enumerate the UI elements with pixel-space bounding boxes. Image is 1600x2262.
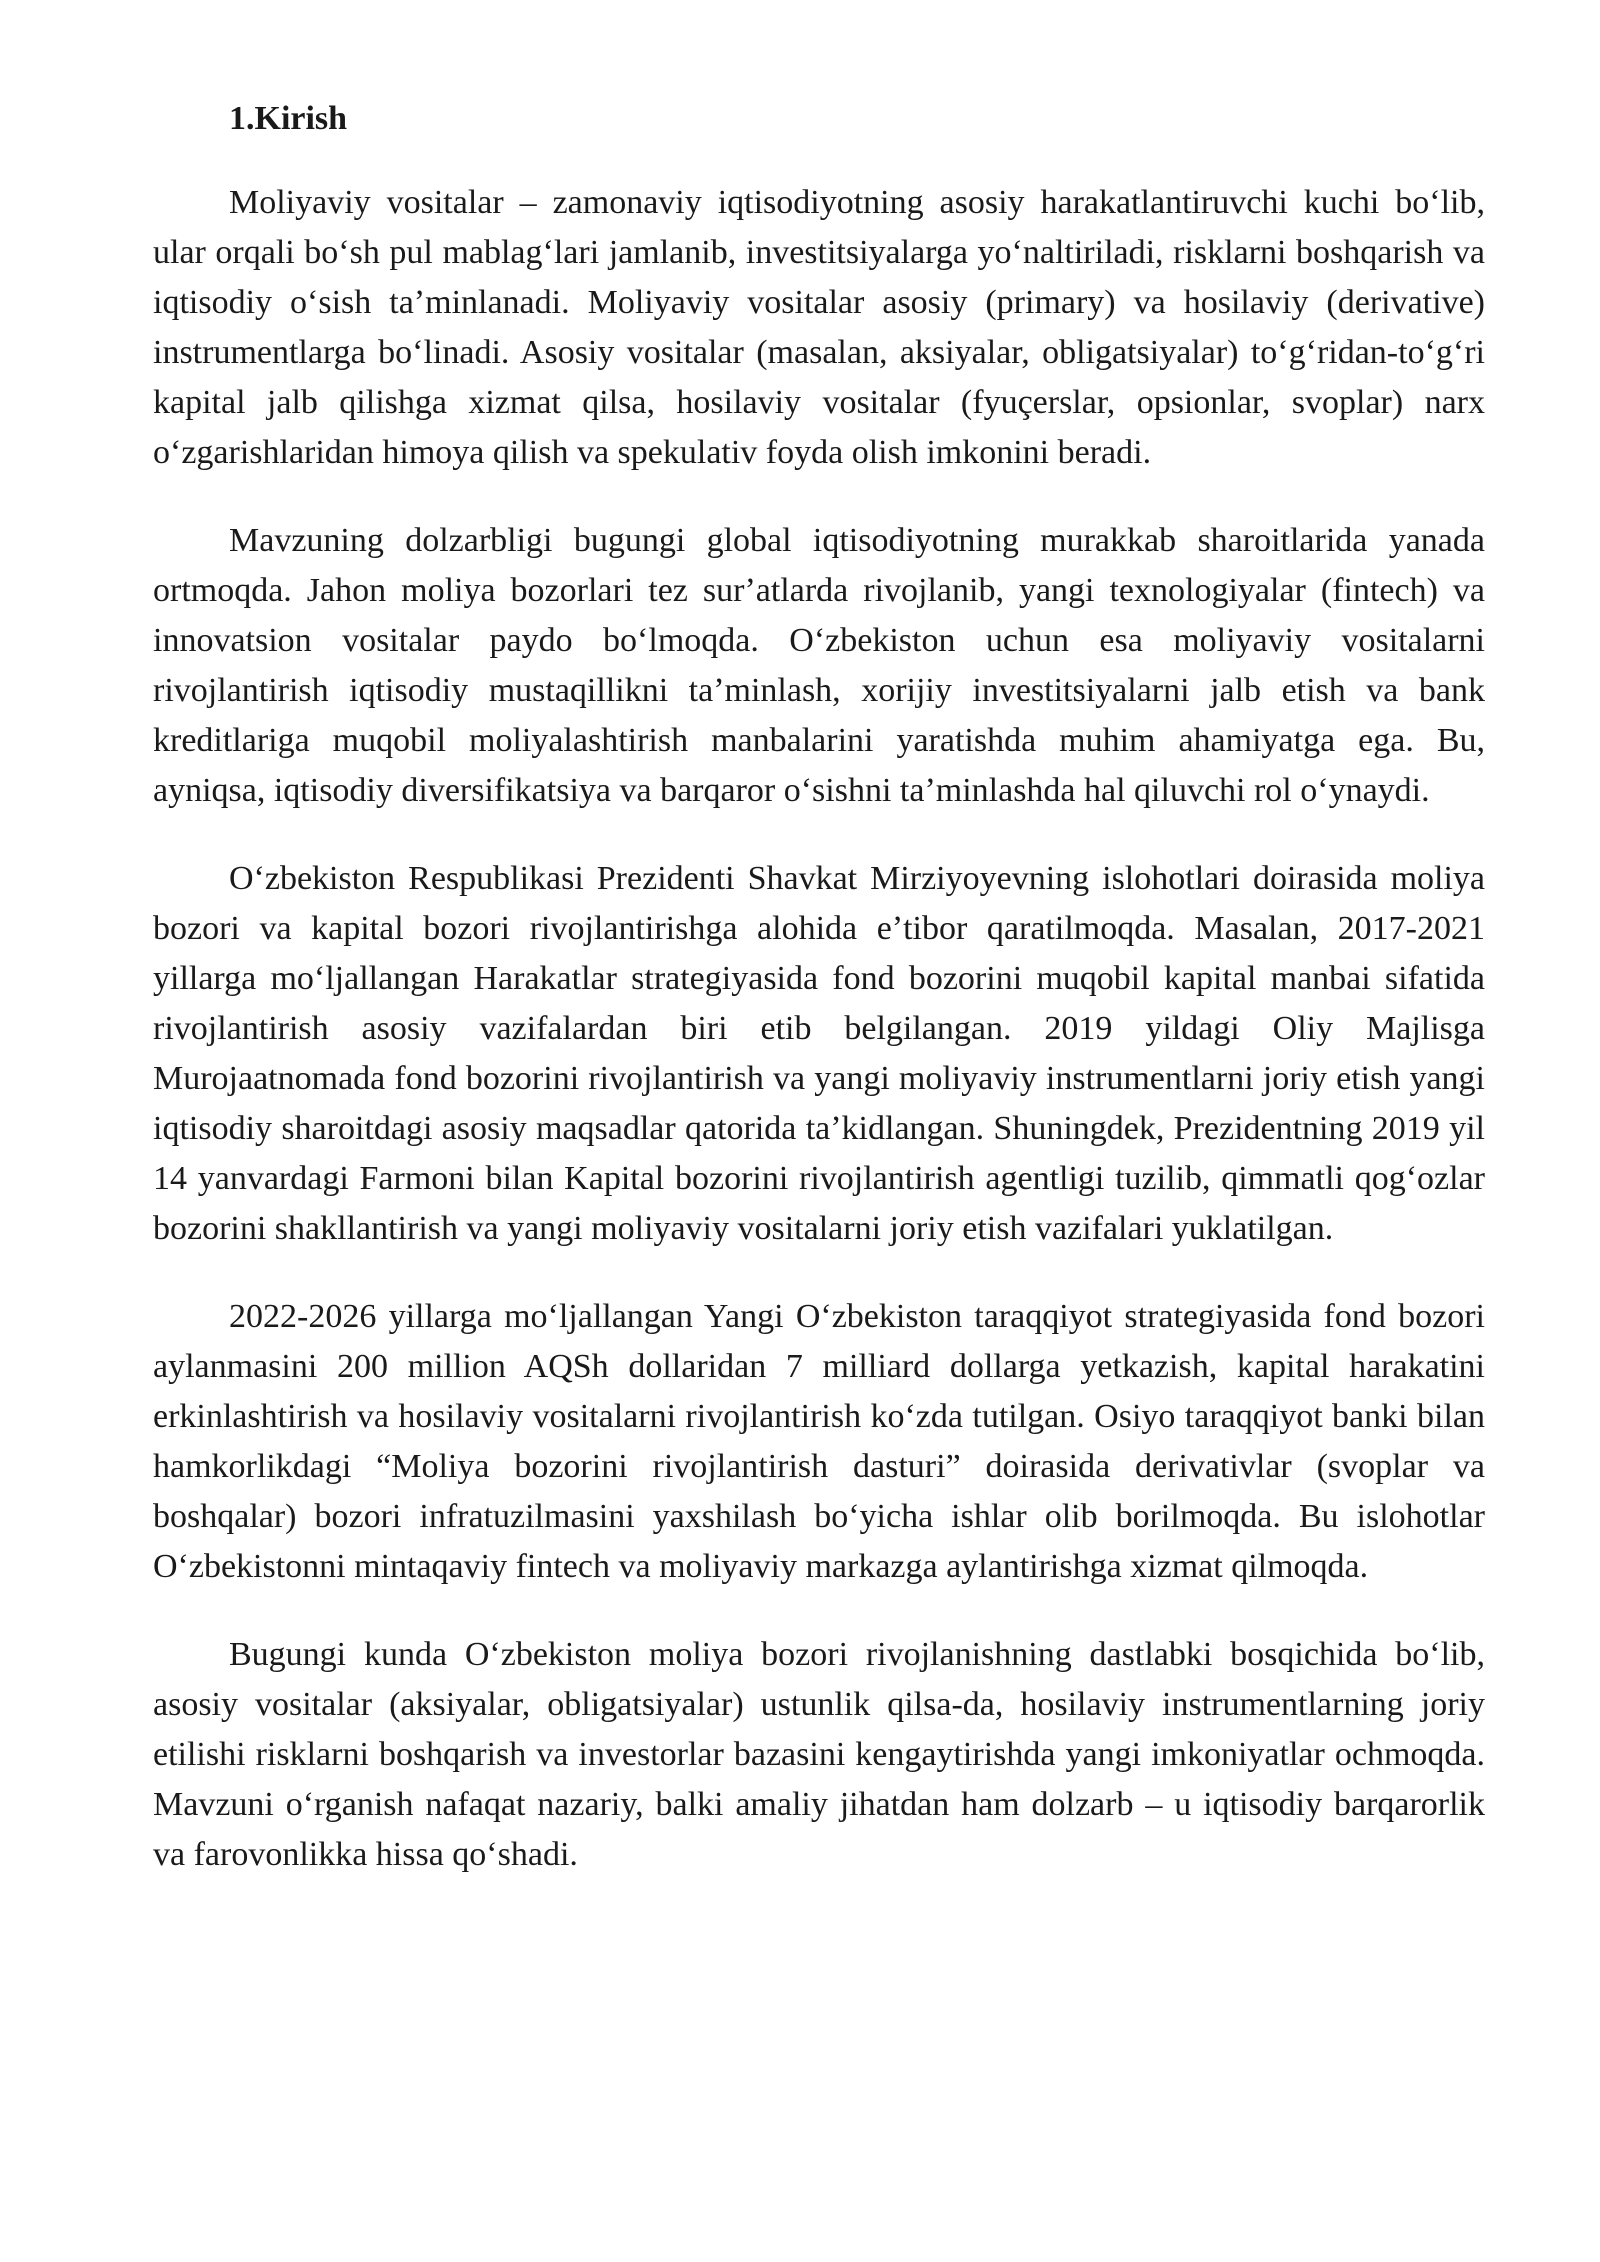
paragraph-2: Mavzuning dolzarbligi bugungi global iqtisodiyotning murakkab sharoitlarida yanada ortmoqda. Jahon moliya bozorlari tez surʼatlarda rivojlanib, yangi texnologiyalar (fintech) va innovatsion vositalar paydo boʻlmoqda. Oʻzbekiston uchun esa moliyaviy vositalarni rivojlantirish iqtisodiy mustaqillikni taʼminlash, xorijiy investitsiyalarni jalb etish va bank kreditlariga muqobil moliyalashtirish manbalarini yaratishda muhim ahamiyatga ega. Bu, ayniqsa, iqtisodiy diversifikatsiya va barqaror oʻsishni taʼminlashda hal qiluvchi rol oʻynaydi. (153, 522, 1485, 809)
document-body (153, 98, 1485, 1918)
paragraph-4: 2022-2026 yillarga moʻljallangan Yangi Oʻzbekiston taraqqiyot strategiyasida fond bozori aylanmasini 200 million AQSh dollaridan 7 milliard dollarga yetkazish, kapital harakatini erkinlashtirish va hosilaviy vositalarni rivojlantirish koʻzda tutilgan. Osiyo taraqqiyot banki bilan hamkorlikdagi “Moliya bozorini rivojlantirish dasturi” doirasida derivativlar (svoplar va boshqalar) bozori infratuzilmasini yaxshilash boʻyicha ishlar olib borilmoqda. Bu islohotlar Oʻzbekistonni mintaqaviy fintech va moliyaviy markazga aylantirishga xizmat qilmoqda. (153, 1298, 1485, 1585)
paragraph-5: Bugungi kunda Oʻzbekiston moliya bozori rivojlanishning dastlabki bosqichida boʻlib, asosiy vositalar (aksiyalar, obligatsiyalar) ustunlik qilsa-da, hosilaviy instrumentlarning joriy etilishi risklarni boshqarish va investorlar bazasini kengaytirishda yangi imkoniyatlar ochmoqda. Mavzuni oʻrganish nafaqat nazariy, balki amaliy jihatdan ham dolzarb – u iqtisodiy barqarorlik va farovonlikka hissa qoʻshadi. (153, 1636, 1485, 1873)
paragraph-3: Oʻzbekiston Respublikasi Prezidenti Shavkat Mirziyoyevning islohotlari doirasida moliya bozori va kapital bozori rivojlantirishga alohida eʼtibor qaratilmoqda. Masalan, 2017-2021 yillarga moʻljallangan Harakatlar strategiyasida fond bozorini muqobil kapital manbai sifatida rivojlantirish asosiy vazifalardan biri etib belgilangan. 2019 yildagi Oliy Majlisga Murojaatnomada fond bozorini rivojlantirish va yangi moliyaviy instrumentlarni joriy etish yangi iqtisodiy sharoitdagi asosiy maqsadlar qatorida taʼkidlangan. Shuningdek, Prezidentning 2019 yil 14 yanvardagi Farmoni bilan Kapital bozorini rivojlantirish agentligi tuzilib, qimmatli qogʻozlar bozorini shakllantirish va yangi moliyaviy vositalarni joriy etish vazifalari yuklatilgan. (153, 860, 1485, 1247)
paragraph-1: Moliyaviy vositalar – zamonaviy iqtisodiyotning asosiy harakatlantiruvchi kuchi boʻlib, ular orqali boʻsh pul mablagʻlari jamlanib, investitsiyalarga yoʻnaltiriladi, risklarni boshqarish va iqtisodiy oʻsish taʼminlanadi. Moliyaviy vositalar asosiy (primary) va hosilaviy (derivative) instrumentlarga boʻlinadi. Asosiy vositalar (masalan, aksiyalar, obligatsiyalar) toʻgʻridan-toʻgʻri kapital jalb qilishga xizmat qilsa, hosilaviy vositalar (fyuçerslar, opsionlar, svoplar) narx oʻzgarishlaridan himoya qilish va spekulativ foyda olish imkonini beradi. (153, 184, 1485, 471)
section-heading: 1.Kirish (229, 100, 348, 137)
